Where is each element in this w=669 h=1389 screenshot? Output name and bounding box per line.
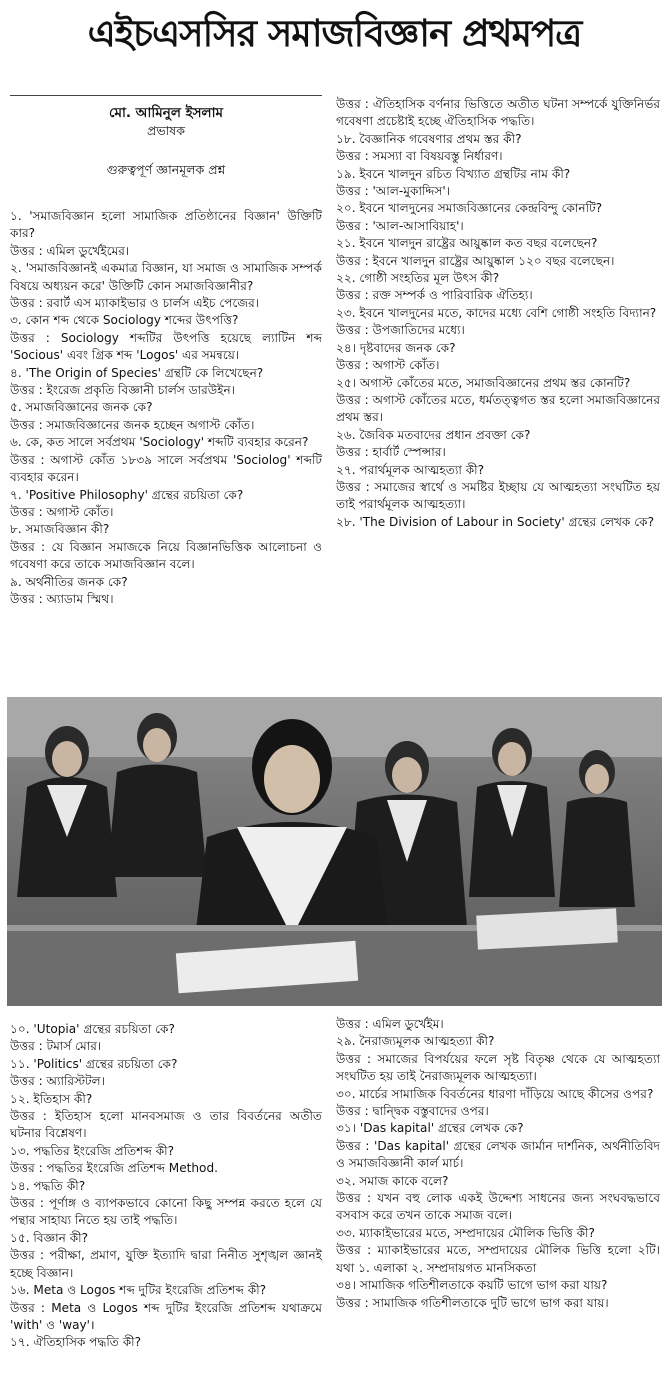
answer-text: উত্তর : হার্বার্ট স্পেন্সার। <box>336 445 446 460</box>
answer-text: উত্তর : অগাস্ট কোঁত। <box>336 358 440 373</box>
question-text: ৩০. মার্চের সামাজিক বিবর্তনের ধারণা দাঁড়িয়ে আছে কীসের ওপর? <box>336 1086 654 1101</box>
question-text: ২৫। অগাস্ট কোঁতের মতে, সমাজবিজ্ঞানের প্রথম স্তর কোনটি? <box>336 375 631 390</box>
answer-text: উত্তর : Sociology শব্দটির উৎপত্তি হয়েছে ল্যাটিন শব্দ 'Socious' এবং গ্রিক শব্দ 'Logos' এর সমন্বয়ে। <box>10 330 322 363</box>
question-text: ২০. ইবনে খালদুনের সমাজবিজ্ঞানের কেন্দ্রবিন্দু কোনটি? <box>336 201 603 216</box>
answer-text: উত্তর : এমিল ডুর্খেইম। <box>336 1017 444 1031</box>
question-text: ১৯. ইবনে খালদুন রচিত বিখ্যাত গ্রন্থটির নাম কী? <box>336 166 571 181</box>
author-name: মো. আমিনুল ইসলাম <box>108 105 224 121</box>
question-text: ৪. 'The Origin of Species' গ্রন্থটি কে লিখেছেন? <box>10 365 264 380</box>
column-1 <box>10 208 322 608</box>
question-text: ২৮. 'The Division of Labour in Society' গ্রন্থের লেখক কে? <box>336 514 654 529</box>
question-text: ২৯. নৈরাজ্যমূলক আত্মহত্যা কী? <box>336 1034 495 1049</box>
answer-text: উত্তর : সামাজিক গতিশীলতাকে দুটি ভাগে ভাগ করা যায়। <box>336 1295 609 1310</box>
answer-text: উত্তর : রবার্ট এস ম্যাকাইভার ও চার্লস এইচ পেজের। <box>10 296 260 311</box>
byline-rule <box>10 95 322 96</box>
question-text: ২১. ইবনে খালদুন রাষ্ট্রের আয়ুষ্কাল কত বছর বলেছেন? <box>336 236 598 251</box>
question-text: ১১. 'Politics' গ্রন্থের রচয়িতা কে? <box>10 1056 178 1071</box>
answer-text: উত্তর : Meta ও Logos শব্দ দুটির ইংরেজি প্রতিশব্দ যথাক্রমে 'with' ও 'way'। <box>10 1300 322 1332</box>
answer-text: উত্তর : পরীক্ষা, প্রমাণ, যুক্তি ইত্যাদি দ্বারা নিনীত সুশৃঙ্খল জ্ঞানই হচ্ছে বিজ্ঞান। <box>10 1248 322 1280</box>
answer-text: উত্তর : সমাজবিজ্ঞানের জনক হচ্ছেন অগাস্ট কোঁত। <box>10 417 255 432</box>
answer-text: উত্তর : যে বিজ্ঞান সমাজকে নিয়ে বিজ্ঞানভিত্তিক আলোচনা ও গবেষণা করে তাকে সমাজবিজ্ঞান বলে। <box>10 539 322 572</box>
question-text: ১৮. বৈজ্ঞানিক গবেষণার প্রথম স্তর কী? <box>336 131 522 146</box>
answer-text: উত্তর : 'আল-আসাবিয়াহ'। <box>336 218 464 233</box>
column-4 <box>336 1016 660 1312</box>
question-text: ১৩. পদ্ধতির ইংরেজি প্রতিশব্দ কী? <box>10 1143 175 1158</box>
question-text: ২২. গোষ্ঠী সংহতির মূল উৎস কী? <box>336 271 500 286</box>
answer-text: উত্তর : পূর্ণাঙ্গ ও ব্যাপকভাবে কোনো কিছু সম্পন্ন করতে হলে যে পন্থার সাহায্য নিতে হয় তাই পদ্ধতি। <box>10 1196 322 1228</box>
question-text: ৩৪। সামাজিক গতিশীলতাকে কয়টি ভাগে ভাগ করা যায়? <box>336 1278 608 1293</box>
question-text: ৯. অর্থনীতির জনক কে? <box>10 574 128 589</box>
answer-text: উত্তর : ইবনে খালদুন রাষ্ট্রের আয়ুষ্কাল ১২০ বছর বলেছেন। <box>336 253 615 268</box>
question-text: ১০. 'Utopia' গ্রন্থের রচয়িতা কে? <box>10 1022 175 1036</box>
question-text: ৩৩. ম্যাকাইভারের মতে, সম্প্রদায়ের মৌলিক ভিত্তি কী? <box>336 1225 595 1240</box>
question-text: ১৭. ঐতিহাসিক পদ্ধতি কী? <box>10 1335 142 1350</box>
question-text: ১. 'সমাজবিজ্ঞান হলো সামাজিক প্রতিষ্ঠানের বিজ্ঞান' উক্তিটি কার? <box>10 209 322 241</box>
answer-text: উত্তর : অগাস্ট কোঁত। <box>10 504 114 519</box>
question-text: ৩২. সমাজ কাকে বলে? <box>336 1173 449 1188</box>
answer-text: উত্তর : অ্যারিস্টটল। <box>10 1074 105 1089</box>
column-2 <box>336 96 660 531</box>
answer-text: উত্তর : যখন বহু লোক একই উদ্দেশ্য সাধনের জন্য সংঘবদ্ধভাবে বসবাস করে তখন তাকে সমাজ বলে। <box>336 1191 660 1223</box>
answer-text: উত্তর : অ্যাডাম স্মিথ। <box>10 591 114 606</box>
question-text: ৩১। 'Das kapital' গ্রন্থের লেখক কে? <box>336 1121 524 1136</box>
classroom-photo-illustration <box>7 697 662 1006</box>
answer-text: উত্তর : অগাস্ট কোঁত ১৮৩৯ সালে সর্বপ্রথম 'Sociolog' শব্দটি ব্যবহার করেন। <box>10 452 322 485</box>
answer-text: উত্তর : ইতিহাস হলো মানবসমাজ ও তার বিবর্তনের অতীত ঘটনার বিশ্লেষণ। <box>10 1109 322 1141</box>
answer-text: উত্তর : অগাস্ট কোঁতের মতে, ধর্মতত্ত্বগত স্তর হলো সমাজবিজ্ঞানের প্রথম স্তর। <box>336 392 660 425</box>
answer-text: উত্তর : ম্যাকাইভারের মতে, সম্প্রদায়ের মৌলিক ভিত্তি হলো ২টি। যথা ১. এলাকা ২. সম্প্রদায়গত মানসিকতা <box>336 1243 660 1275</box>
answer-text: উত্তর : দ্বান্দ্বিক বস্তুবাদের ওপর। <box>336 1104 489 1119</box>
answer-text: উত্তর : রক্ত সম্পর্ক ও পারিবারিক ঐতিহ্য। <box>336 288 533 303</box>
answer-text: উত্তর : উপজাতিদের মধ্যে। <box>336 323 465 338</box>
answer-text: উত্তর : পদ্ধতির ইংরেজি প্রতিশব্দ Method. <box>10 1161 218 1176</box>
question-text: ১৫. বিজ্ঞান কী? <box>10 1230 89 1245</box>
author-role: প্রভাষক <box>147 123 185 138</box>
answer-text: উত্তর : সমাজের স্বার্থে ও সমষ্টির ইচ্ছায় যে আত্মহত্যা সংঘটিত হয় তাই পরার্থমূলক আত্মহত্যা। <box>336 479 660 512</box>
answer-text: উত্তর : এমিল ডুর্খেইমের। <box>10 243 130 258</box>
classroom-photo <box>7 697 662 1006</box>
question-text: ১৬. Meta ও Logos শব্দ দুটির ইংরেজি প্রতিশব্দ কী? <box>10 1283 267 1298</box>
question-text: ৬. কে, কত সালে সর্বপ্রথম 'Sociology' শব্দটি ব্যবহার করেন? <box>10 435 309 450</box>
answer-text: উত্তর : ইংরেজ প্রকৃতি বিজ্ঞানী চার্লস ডারউইন। <box>10 383 236 398</box>
page-title: এইচএসসির সমাজবিজ্ঞান প্রথমপত্র <box>87 12 582 55</box>
question-text: ১২. ইতিহাস কী? <box>10 1091 93 1106</box>
column-3 <box>10 1021 322 1352</box>
answer-text: উত্তর : সমাজের বিপর্যয়ের ফলে সৃষ্ট বিতৃষ্ণ থেকে যে আত্মহত্যা সংঘটিত হয় তাই নৈরাজ্যমূলক আত্মহত্যা। <box>336 1051 660 1084</box>
answer-text: উত্তর : 'Das kapital' গ্রন্থের লেখক জার্মান দার্শনিক, অর্থনীতিবিদ ও সমাজবিজ্ঞানী কার্ল মার্চ। <box>336 1138 660 1171</box>
answer-text: উত্তর : ঐতিহাসিক বর্ণনার ভিত্তিতে অতীত ঘটনা সম্পর্কে যুক্তিনির্ভর গবেষণা প্রচেষ্টাই হচ্ছে ঐতিহাসিক পদ্ধতি। <box>336 97 660 129</box>
question-text: ৭. 'Positive Philosophy' গ্রন্থের রচয়িতা কে? <box>10 487 244 502</box>
question-text: ২৭. পরার্থমূলক আত্মহত্যা কী? <box>336 462 485 477</box>
answer-text: উত্তর : 'আল-মুকাদ্দিস'। <box>336 184 451 199</box>
question-text: ৩. কোন শব্দ থেকে Sociology শব্দের উৎপত্তি? <box>10 313 239 328</box>
question-text: ২. 'সমাজবিজ্ঞানই একমাত্র বিজ্ঞান, যা সমাজ ও সামাজিক সম্পর্ক বিষয়ে অধ্যয়ন করে' উক্তিটি কোন সমাজবিজ্ঞানীর? <box>10 261 322 293</box>
question-text: ১৪. পদ্ধতি কী? <box>10 1178 86 1193</box>
byline <box>10 95 322 192</box>
answer-text: উত্তর : সমস্যা বা বিষয়বস্তু নির্ধারণ। <box>336 149 503 164</box>
section-heading: গুরুত্বপূর্ণ জ্ঞানমূলক প্রশ্ন <box>106 162 226 177</box>
question-text: ৮. সমাজবিজ্ঞান কী? <box>10 522 110 537</box>
question-text: ৫. সমাজবিজ্ঞানের জনক কে? <box>10 400 153 415</box>
question-text: ২৩. ইবনে খালদুনের মতে, কাদের মধ্যে বেশি গোষ্ঠী সংহতি বিদ্যান? <box>336 305 657 320</box>
question-text: ২৬. জৈবিক মতবাদের প্রধান প্রবক্তা কে? <box>336 427 531 442</box>
answer-text: উত্তর : টমার্স মোর। <box>10 1039 102 1054</box>
question-text: ২৪। দৃষ্টবাদের জনক কে? <box>336 340 456 355</box>
